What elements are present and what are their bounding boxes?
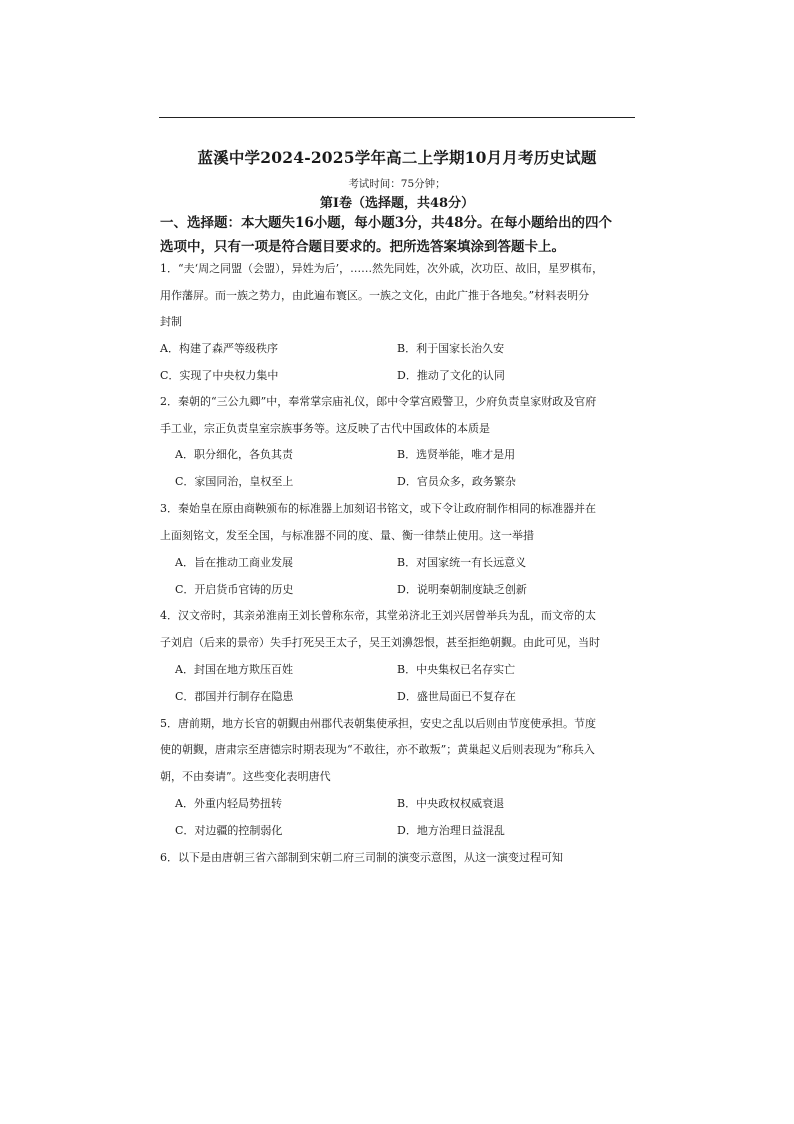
question-5-option-c: C．对边疆的控制弱化 bbox=[175, 824, 283, 837]
question-4-option-a: A．封国在地方欺压百姓 bbox=[175, 663, 293, 676]
question-2-line-2: 手工业，宗正负责皇室宗族事务等。这反映了古代中国政体的本质是 bbox=[160, 422, 490, 435]
question-3-line-2: 上面刻铭文，发至全国，与标准器不同的度、量、衡一律禁止使用。这一举措 bbox=[160, 529, 534, 542]
section-instructions bbox=[160, 211, 640, 259]
question-4-option-b: B．中央集权已名存实亡 bbox=[397, 663, 516, 676]
instructions-line-2: 选项中，只有一项是符合题目要求的。把所选答案填涂到答题卡上。 bbox=[160, 239, 565, 255]
question-2-option-d: D．官员众多，政务繁杂 bbox=[397, 475, 516, 488]
question-3-option-b: B．对国家统一有长远意义 bbox=[397, 556, 527, 569]
question-2-option-b: B．选贤举能，唯才是用 bbox=[397, 448, 516, 461]
question-5-line-3: 朝，不由奏请”。这些变化表明唐代 bbox=[160, 770, 331, 783]
question-5-line-1: 5．唐前期，地方长官的朝觐由州郡代表朝集使承担，安史之乱以后则由节度使承担。节度 bbox=[160, 717, 596, 730]
question-5-option-b: B．中央政权权威衰退 bbox=[397, 797, 505, 810]
header-rule bbox=[159, 117, 635, 118]
question-4-line-1: 4．汉文帝时，其亲弟淮南王刘长曾称东帝，其堂弟济北王刘兴居曾举兵为乱，而文帝的太 bbox=[160, 609, 596, 622]
question-3-option-c: C．开启货币官铸的历史 bbox=[175, 583, 294, 596]
question-3-line-1: 3．秦始皇在原由商鞅颁布的标准器上加刻诏书铭文，或下令让政府制作相同的标准器并在 bbox=[160, 502, 596, 515]
question-2-option-a: A．职分细化，各负其责 bbox=[175, 448, 293, 461]
question-6-line-1: 6．以下是由唐朝三省六部制到宋朝二府三司制的演变示意图，从这一演变过程可知 bbox=[160, 851, 563, 864]
question-1-option-a: A．构建了森严等级秩序 bbox=[160, 342, 278, 355]
question-1-line-3: 封制 bbox=[160, 315, 182, 328]
exam-time: 考试时间：75分钟； bbox=[348, 178, 446, 190]
question-1-option-d: D．推动了文化的认同 bbox=[397, 369, 505, 382]
question-1-line-1: 1．“夫‘周之同盟（会盟），异姓为后’，……然先同姓，次外戚，次功臣、故旧，星罗棋布， bbox=[160, 262, 604, 275]
question-5-line-2: 使的朝觐，唐肃宗至唐德宗时期表现为“不敢往，亦不敢叛”；黄巢起义后则表现为“称兵入 bbox=[160, 743, 595, 756]
question-4-line-2: 子刘启（后来的景帝）失手打死吴王太子，吴王刘濞怨恨，甚至拒绝朝觐。由此可见，当时 bbox=[160, 636, 600, 649]
question-5-option-a: A．外重内轻局势扭转 bbox=[175, 797, 282, 810]
instructions-line-1: 一、选择题：本大题失16小题，每小题3分，共48分。在每小题给出的四个 bbox=[160, 215, 612, 231]
question-1-option-b: B．利于国家长治久安 bbox=[397, 342, 505, 355]
question-2-option-c: C．家国同治，皇权至上 bbox=[175, 475, 294, 488]
question-1-line-2: 用作藩屏。而一族之势力，由此遍布寰区。一族之文化，由此广推于各地矣。”材料表明分 bbox=[160, 289, 590, 302]
exam-title: 蓝溪中学2024-2025学年高二上学期10月月考历史试题 bbox=[197, 148, 597, 167]
question-2-line-1: 2．秦朝的“三公九卿”中，奉常掌宗庙礼仪，郎中令掌宫殿警卫，少府负责皇家财政及官府 bbox=[160, 395, 597, 408]
part-title: 第Ⅰ卷（选择题，共48分） bbox=[319, 196, 475, 211]
question-3-option-a: A．旨在推动工商业发展 bbox=[175, 556, 293, 569]
question-5-option-d: D．地方治理日益混乱 bbox=[397, 824, 505, 837]
question-1-option-c: C．实现了中央权力集中 bbox=[160, 369, 279, 382]
question-4-option-d: D．盛世局面已不复存在 bbox=[397, 690, 516, 703]
question-4-option-c: C．郡国并行制存在隐患 bbox=[175, 690, 294, 703]
question-3-option-d: D．说明秦朝制度缺乏创新 bbox=[397, 583, 527, 596]
